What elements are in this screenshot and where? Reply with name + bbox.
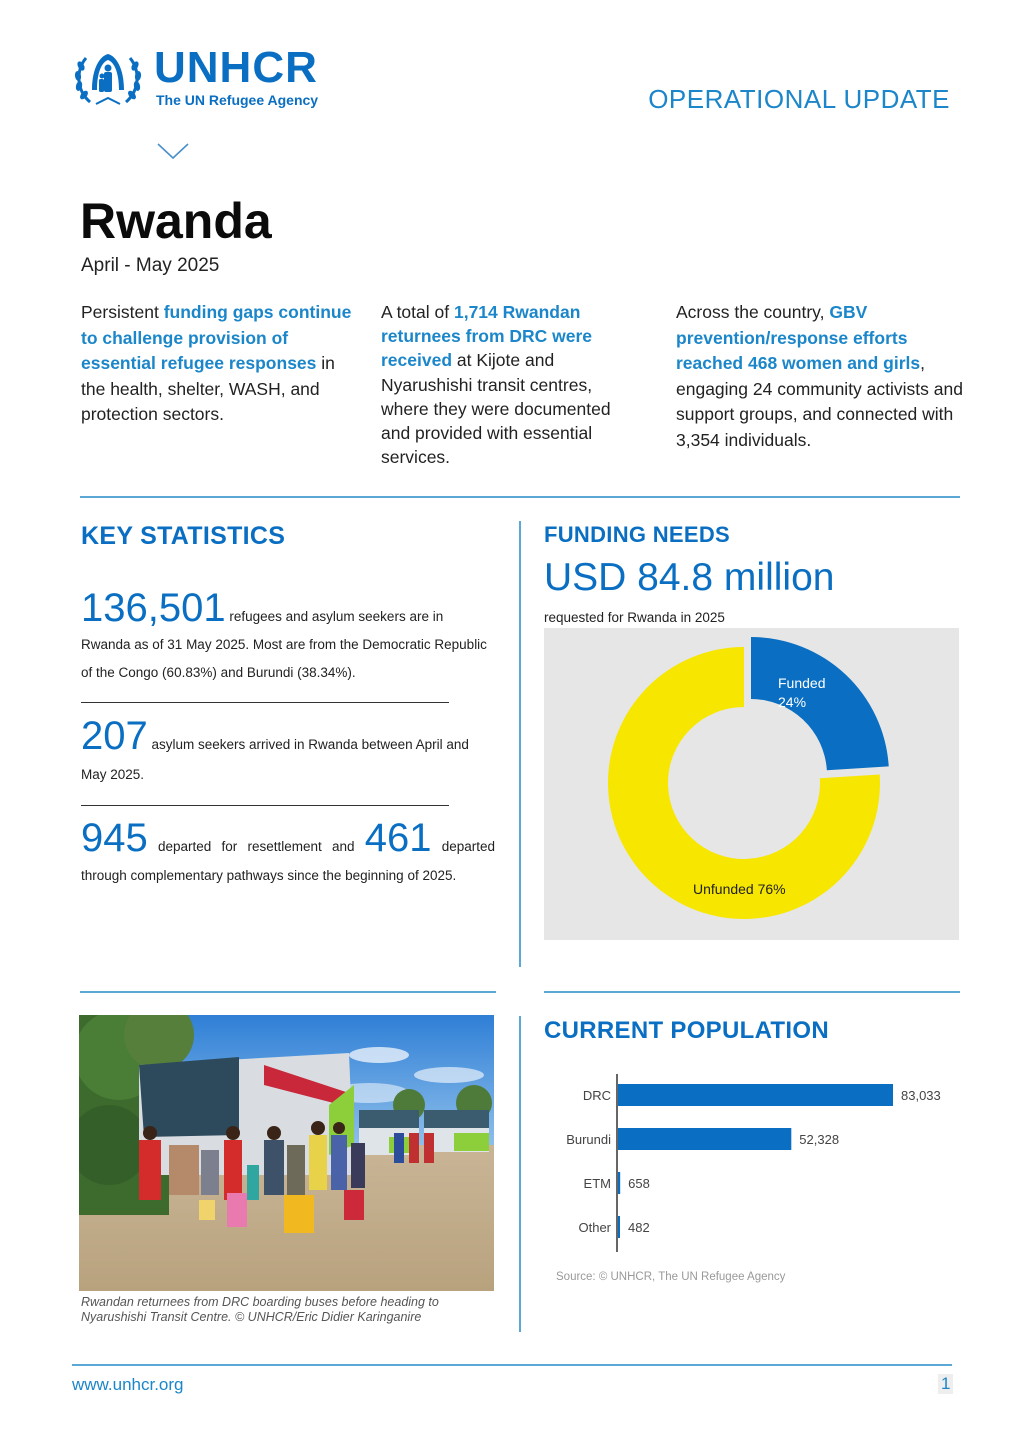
section-divider [80, 991, 496, 993]
photo-caption: Rwandan returnees from DRC boarding buses before heading to Nyarushishi Transit Centre. © UNHCR/Eric Didier Karinganire [81, 1295, 439, 1324]
bar-category-label: DRC [582, 1088, 611, 1103]
page-title: Rwanda [80, 193, 272, 249]
key-statistics-title: KEY STATISTICS [81, 522, 286, 550]
stat-divider [81, 702, 449, 703]
donut-label-funded: 24% [778, 694, 807, 710]
population-bar-svg [544, 1070, 964, 1270]
donut-label-funded: Funded [778, 675, 826, 691]
document-type-label: OPERATIONAL UPDATE [648, 84, 950, 114]
bar-other [618, 1216, 620, 1238]
stat-number: 136,501 [81, 586, 226, 630]
funding-amount: USD 84.8 million [544, 556, 835, 599]
stat-departures [81, 818, 495, 890]
highlight-text: A total of [381, 302, 454, 322]
section-divider [544, 991, 960, 993]
funding-donut-chart [544, 628, 959, 940]
highlight-text: Persistent [81, 302, 164, 322]
stat-divider [81, 805, 449, 806]
logo-wordmark: UNHCR [154, 43, 318, 92]
stat-new-arrivals [81, 716, 495, 790]
bar-burundi [618, 1128, 791, 1150]
returnees-photo [79, 1015, 494, 1291]
column-divider [519, 521, 521, 967]
funding-needs-title: FUNDING NEEDS [544, 522, 731, 547]
bar-value-label: 482 [628, 1220, 650, 1235]
donut-label-unfunded: Unfunded 76% [693, 881, 786, 897]
stat-text: refugees and asylum seekers are in Rwanda as of 31 May 2025. Most are from the Democratic Republic of the Congo (60.83%) and Burundi (38.34%). [81, 609, 487, 680]
highlight-emphasis: 1,714 Rwandan returnees from DRC were received [381, 302, 593, 371]
website-link[interactable]: www.unhcr.org [72, 1375, 184, 1394]
bar-value-label: 658 [628, 1176, 650, 1191]
funding-subtitle: requested for Rwanda in 2025 [544, 610, 725, 625]
highlight-text: , engaging 24 community activists and support groups, and connected with 3,354 individuals. [676, 353, 963, 450]
reporting-period: April - May 2025 [81, 255, 220, 276]
highlight-gbv [676, 300, 966, 453]
stat-number: 461 [364, 816, 432, 860]
donut-slice-funded [751, 637, 889, 770]
highlight-text: at Kijote and Nyarushishi transit centres, where they were documented and provided with essential services. [381, 350, 611, 468]
stat-text: departed through complementary pathways since the beginning of 2025. [81, 839, 495, 883]
unhcr-logo [72, 43, 342, 112]
funding-donut-svg [544, 628, 959, 940]
highlight-text: Across the country, [676, 302, 830, 322]
stat-number: 945 [81, 816, 148, 860]
population-bar-chart [544, 1070, 964, 1270]
stat-text: asylum seekers arrived in Rwanda between April and May 2025. [81, 737, 469, 782]
unhcr-emblem-icon [72, 48, 144, 110]
highlight-emphasis: funding gaps continue to challenge provision of essential refugee responses [81, 302, 352, 373]
stat-number: 207 [81, 714, 148, 758]
bar-drc [618, 1084, 893, 1106]
stat-total-refugees [81, 588, 495, 687]
column-divider [519, 1016, 521, 1332]
section-divider [80, 496, 960, 498]
highlight-funding-gaps [81, 300, 361, 428]
logo-tagline: The UN Refugee Agency [156, 92, 319, 108]
bar-category-label: Burundi [566, 1132, 611, 1147]
chart-source: Source: © UNHCR, The UN Refugee Agency [556, 1271, 786, 1283]
bar-value-label: 52,328 [799, 1132, 840, 1147]
bar-category-label: Other [578, 1220, 611, 1235]
footer-divider [72, 1364, 952, 1366]
chevron-down-icon [156, 140, 190, 162]
highlight-text: in the health, shelter, WASH, and protection sectors. [81, 353, 335, 424]
bar-value-label: 83,033 [901, 1088, 941, 1103]
page-number: 1 [938, 1374, 953, 1394]
current-population-title: CURRENT POPULATION [544, 1017, 829, 1044]
highlight-returnees [381, 300, 643, 469]
stat-text: departed for resettlement and [147, 839, 365, 854]
highlight-emphasis: GBV prevention/response efforts reached 468 women and girls [676, 302, 921, 373]
bar-etm [618, 1172, 620, 1194]
bar-category-label: ETM [583, 1176, 611, 1191]
